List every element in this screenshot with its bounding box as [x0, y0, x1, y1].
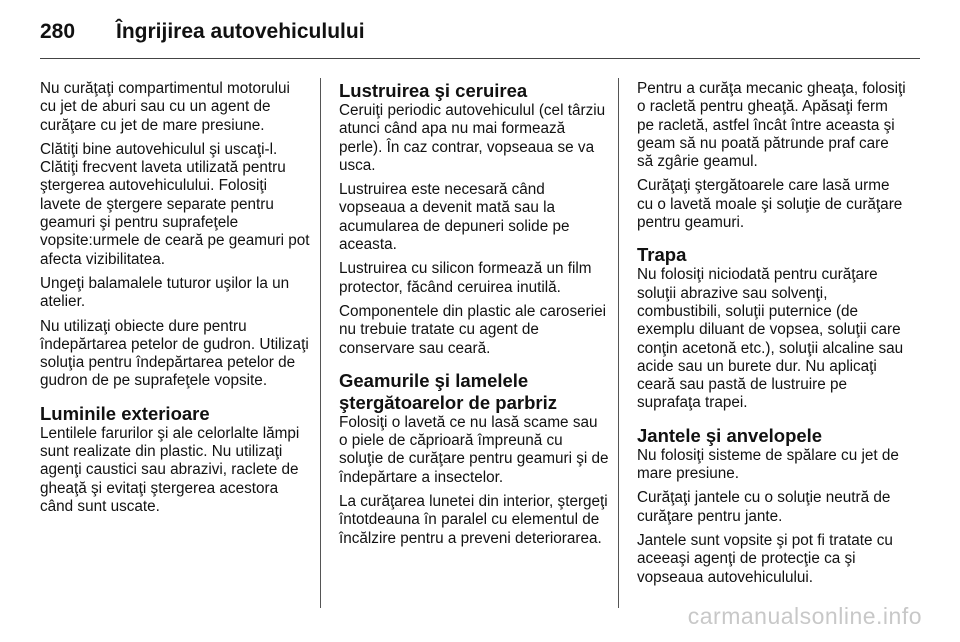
paragraph: Folosiţi o lavetă ce nu lasă scame sau o piele de căprioară împreună cu soluţie de curăţare pentru geamuri şi de îndepărtare a insectelor. [339, 413, 609, 486]
section-heading-wheels: Jantele şi anvelopele [637, 424, 823, 446]
paragraph: La curăţarea lunetei din interior, ştergeţi întotdeauna în paralel cu elementul de încălzire pentru a preveni deteriorarea. [339, 493, 608, 547]
paragraph: Curăţaţi ştergătoarele care lasă urme cu o lavetă moale şi soluţie de curăţare pentru geamuri. [637, 177, 903, 232]
paragraph: Pentru a curăţa mecanic gheaţa, folosiţi o racletă pentru gheaţă. Apăsaţi ferm pe racletă, astfel încât între aceasta şi geam să nu poată pătrunde praf care să zgârie geamul. [637, 80, 906, 171]
paragraph: Lentilele farurilor şi ale celorlalte lămpi sunt realizate din plastic. Nu utilizaţi agenţi caustici sau abrazivi, raclete de gheaţă şi evitaţi ştergerea acestora când sunt uscate. [40, 424, 300, 515]
section-heading-windows: Geamurile şi lamelele ştergătoarelor de parbriz [339, 369, 557, 413]
paragraph: Ceruiţi periodic autovehiculul (cel târziu atunci când apa nu mai formează perle). În caz contrar, vopseaua se va usca. [339, 102, 606, 174]
paragraph: Curăţaţi jantele cu o soluţie neutră de curăţare pentru jante. [637, 489, 891, 525]
paragraph: Jantele sunt vopsite şi pot fi tratate cu aceeaşi agenţi de protecţie ca şi vopseaua autovehiculului. [637, 531, 893, 586]
paragraph: Lustruirea este necesară când vopseaua a devenit mată sau la acumularea de depuneri solide pe aceasta. [339, 181, 570, 254]
column-divider [320, 78, 321, 608]
column-1 [40, 80, 310, 522]
paragraph: Nu utilizaţi obiecte dure pentru îndepărtarea petelor de gudron. Utilizaţi soluţia pentru îndepărtarea petelor de gudron de pe suprafeţele vopsite. [40, 317, 309, 390]
page-number: 280 [40, 20, 76, 43]
chapter-title: Îngrijirea autovehiculului [116, 20, 365, 43]
page-header [40, 14, 920, 50]
paragraph: Lustruirea cu silicon formează un film protector, făcând ceruirea inutilă. [339, 260, 592, 296]
watermark: carmanualsonline.info [687, 603, 922, 629]
section-heading-exterior-lights: Luminile exterioare [40, 402, 210, 424]
column-2 [339, 80, 609, 554]
paragraph: Ungeţi balamalele tuturor uşilor la un atelier. [40, 274, 290, 311]
column-divider [618, 78, 619, 608]
section-heading-polishing: Lustruirea şi ceruirea [339, 80, 528, 101]
section-heading-sunroof: Trapa [637, 244, 687, 266]
paragraph: Nu folosiţi sisteme de spălare cu jet de mare presiune. [637, 446, 899, 483]
header-divider [40, 58, 920, 59]
column-3 [637, 80, 907, 593]
paragraph: Nu folosiţi niciodată pentru curăţare soluţii abrazive sau solvenţi, combustibili, soluţii puternice (de exemplu diluant de vopsea, soluţii care conţin acetonă etc.), soluţii alcaline sau acide sau un burete dur. Nu aplicaţi ceară sau pastă de lustruire pe suprafaţa trapei. [637, 266, 904, 412]
paragraph: Clătiţi bine autovehiculul şi uscaţi-l. Clătiţi frecvent laveta utilizată pentru ştergerea autovehiculului. Folosiţi lavete de ştergere separate pentru geamuri şi pentru suprafeţele vopsite:urmele de ceară pe geamuri pot afecta vizibilitatea. [40, 140, 310, 268]
paragraph: Nu curăţaţi compartimentul motorului cu jet de aburi sau cu un agent de curăţare cu jet de mare presiune. [40, 80, 290, 134]
paragraph: Componentele din plastic ale caroseriei nu trebuie tratate cu agent de conservare sau ceară. [339, 302, 606, 357]
